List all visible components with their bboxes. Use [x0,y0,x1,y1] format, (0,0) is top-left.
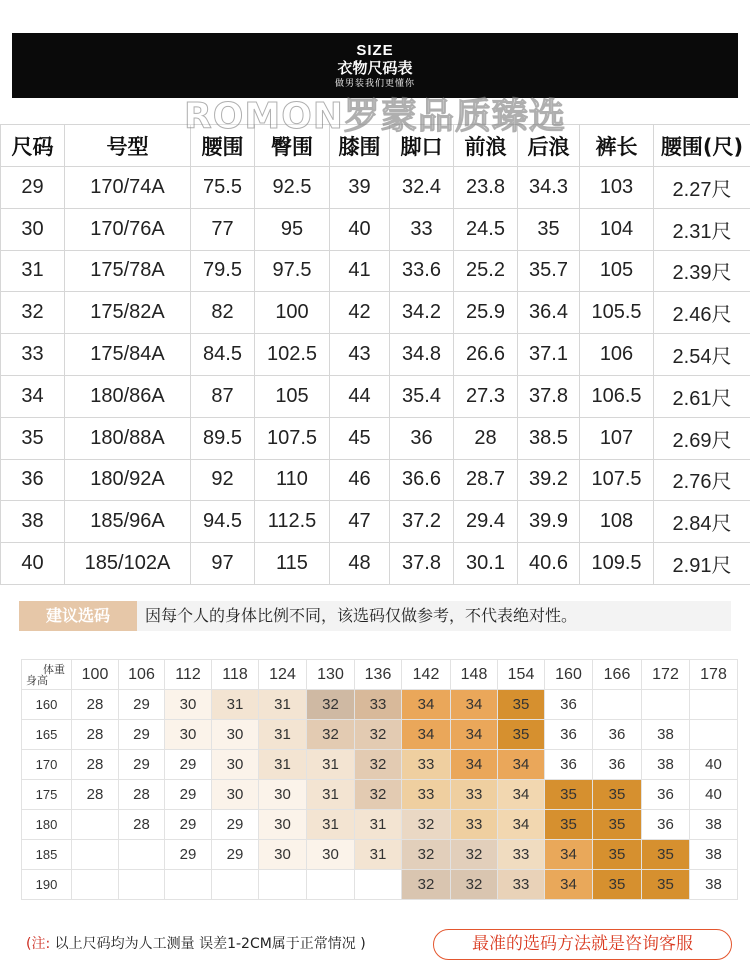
grid-size-cell: 33 [402,750,451,780]
header-title: 衣物尺码表 [337,59,413,77]
grid-size-cell: 34 [451,690,498,720]
size-table-cell: 175/84A [65,334,191,376]
size-table-cell: 32.4 [390,167,454,209]
grid-height-header: 190 [22,870,72,900]
grid-size-cell [642,690,690,720]
grid-size-cell: 28 [72,720,119,750]
size-table-cell: 2.46尺 [654,292,750,334]
grid-size-cell: 28 [119,780,165,810]
grid-body [22,660,738,900]
column-header-waist-chi: 腰围(尺) [654,125,750,167]
grid-size-cell: 33 [402,780,451,810]
grid-weight-header: 106 [119,660,165,690]
grid-size-cell: 38 [642,750,690,780]
size-table-cell: 107.5 [580,459,654,501]
grid-size-cell: 34 [545,870,593,900]
size-table-cell: 170/76A [65,208,191,250]
grid-size-cell [212,870,259,900]
grid-size-cell: 33 [451,810,498,840]
size-table-row [1,417,750,459]
grid-size-cell: 36 [545,750,593,780]
grid-row [22,870,738,900]
size-table-row [1,250,750,292]
grid-size-cell: 40 [690,780,738,810]
grid-size-cell [690,720,738,750]
grid-weight-header: 178 [690,660,738,690]
size-table-row [1,334,750,376]
grid-size-cell [72,870,119,900]
grid-size-cell: 31 [307,750,355,780]
size-table [0,124,750,585]
size-table-cell: 87 [191,375,255,417]
size-table-cell: 106.5 [580,375,654,417]
grid-size-cell: 30 [212,720,259,750]
size-table-cell: 25.2 [454,250,518,292]
size-table-cell: 100 [255,292,330,334]
size-table-cell: 27.3 [454,375,518,417]
grid-size-cell: 32 [451,870,498,900]
size-table-cell: 97 [191,543,255,585]
size-table-cell: 47 [330,501,390,543]
size-table-cell: 30 [1,208,65,250]
size-table-cell: 33 [390,208,454,250]
size-table-cell: 29.4 [454,501,518,543]
header-size-label: SIZE [356,42,394,59]
grid-size-cell: 38 [690,840,738,870]
size-table-cell: 43 [330,334,390,376]
size-table-cell: 34 [1,375,65,417]
grid-size-cell: 32 [307,720,355,750]
grid-size-cell: 36 [642,780,690,810]
grid-size-cell: 34 [451,750,498,780]
footer-note-close: ) [360,936,366,952]
grid-size-cell: 32 [307,690,355,720]
grid-size-cell: 34 [402,690,451,720]
size-table-cell: 29 [1,167,65,209]
size-table-cell: 79.5 [191,250,255,292]
grid-size-cell [307,870,355,900]
size-table-cell: 107 [580,417,654,459]
grid-size-cell: 32 [355,720,402,750]
size-table-cell: 185/96A [65,501,191,543]
column-header-leg-opening: 脚口 [390,125,454,167]
size-table-cell: 97.5 [255,250,330,292]
grid-weight-header: 154 [498,660,545,690]
size-table-cell: 2.91尺 [654,543,750,585]
footer-note [26,933,366,955]
grid-size-cell: 30 [259,840,307,870]
size-table-body [1,167,750,585]
grid-row [22,750,738,780]
size-table-cell: 92.5 [255,167,330,209]
advice-bar [19,601,731,631]
advice-tag: 建议选码 [19,601,137,631]
column-header-hip: 臀围 [255,125,330,167]
size-table-cell: 37.2 [390,501,454,543]
size-table-cell: 35 [518,208,580,250]
grid-size-cell: 31 [259,720,307,750]
grid-size-cell: 36 [545,690,593,720]
consult-service-button[interactable]: 最准的选码方法就是咨询客服 [433,929,732,960]
grid-size-cell: 35 [593,840,642,870]
grid-size-cell: 38 [690,870,738,900]
grid-size-cell: 32 [355,780,402,810]
size-table-row [1,501,750,543]
grid-row [22,810,738,840]
grid-weight-header: 142 [402,660,451,690]
size-table-cell: 34.2 [390,292,454,334]
grid-weight-header: 124 [259,660,307,690]
size-table-row [1,459,750,501]
grid-size-cell: 31 [259,750,307,780]
grid-size-cell: 29 [212,840,259,870]
grid-weight-header: 136 [355,660,402,690]
column-header-waist: 腰围 [191,125,255,167]
size-table-cell: 38 [1,501,65,543]
grid-size-cell: 29 [165,840,212,870]
size-recommendation-grid [21,659,738,900]
grid-size-cell: 36 [545,720,593,750]
size-table-cell: 105 [255,375,330,417]
grid-size-cell: 36 [593,720,642,750]
grid-size-cell [355,870,402,900]
size-table-cell: 36 [390,417,454,459]
size-table-cell: 2.54尺 [654,334,750,376]
grid-corner-height-label: 身高 [26,675,48,687]
grid-height-header: 180 [22,810,72,840]
grid-row [22,720,738,750]
brand-watermark: ROMON罗蒙品质臻选 [184,96,566,137]
grid-size-cell: 36 [593,750,642,780]
size-table-cell: 180/86A [65,375,191,417]
grid-size-cell: 30 [212,750,259,780]
grid-size-cell: 35 [545,780,593,810]
grid-size-cell: 33 [451,780,498,810]
size-table-row [1,292,750,334]
grid-corner-cell [22,660,72,690]
size-table-cell: 45 [330,417,390,459]
grid-size-cell: 34 [451,720,498,750]
grid-size-cell: 34 [498,810,545,840]
column-header-length: 裤长 [580,125,654,167]
grid-size-cell: 32 [402,870,451,900]
grid-weight-header: 160 [545,660,593,690]
grid-size-cell: 36 [642,810,690,840]
size-table-cell: 77 [191,208,255,250]
size-table-cell: 94.5 [191,501,255,543]
size-table-cell: 40.6 [518,543,580,585]
grid-size-cell: 40 [690,750,738,780]
grid-size-cell: 35 [593,870,642,900]
size-table-cell: 2.61尺 [654,375,750,417]
size-table-cell: 38.5 [518,417,580,459]
size-chart-header [12,33,738,98]
grid-header-row [22,660,738,690]
size-table-cell: 112.5 [255,501,330,543]
footer-note-open: (注: [26,936,51,952]
grid-size-cell: 32 [451,840,498,870]
size-table-cell: 175/78A [65,250,191,292]
header-subtitle: 做男装我们更懂你 [334,79,415,89]
size-table-cell: 26.6 [454,334,518,376]
size-table-cell: 175/82A [65,292,191,334]
grid-size-cell: 29 [165,780,212,810]
grid-size-cell: 29 [165,750,212,780]
grid-height-header: 185 [22,840,72,870]
size-table-cell: 89.5 [191,417,255,459]
grid-size-cell [259,870,307,900]
grid-weight-header: 118 [212,660,259,690]
size-table-cell: 41 [330,250,390,292]
size-table-cell: 40 [330,208,390,250]
grid-size-cell: 28 [119,810,165,840]
grid-size-cell [72,840,119,870]
grid-size-cell: 32 [402,840,451,870]
size-table-cell: 170/74A [65,167,191,209]
size-table-cell: 107.5 [255,417,330,459]
grid-height-header: 170 [22,750,72,780]
grid-size-cell: 34 [402,720,451,750]
size-table-cell: 35 [1,417,65,459]
size-table-cell: 102.5 [255,334,330,376]
footer-note-text: 以上尺码均为人工测量 误差1-2CM属于正常情况 [54,936,356,952]
size-table-cell: 2.69尺 [654,417,750,459]
grid-size-cell: 33 [498,840,545,870]
size-table-cell: 75.5 [191,167,255,209]
grid-size-cell: 31 [307,810,355,840]
size-table-cell: 180/88A [65,417,191,459]
grid-size-cell: 31 [307,780,355,810]
size-table-cell: 185/102A [65,543,191,585]
grid-size-cell: 29 [119,720,165,750]
size-table-cell: 39 [330,167,390,209]
size-table-cell: 108 [580,501,654,543]
grid-size-cell: 38 [690,810,738,840]
grid-size-cell: 31 [259,690,307,720]
grid-size-cell: 35 [593,810,642,840]
size-table-cell: 32 [1,292,65,334]
grid-size-cell: 28 [72,690,119,720]
grid-size-cell [690,690,738,720]
grid-size-cell: 34 [498,750,545,780]
size-table-cell: 28.7 [454,459,518,501]
grid-size-cell: 33 [355,690,402,720]
size-table-cell: 30.1 [454,543,518,585]
column-header-knee: 膝围 [330,125,390,167]
grid-size-cell [72,810,119,840]
grid-size-cell: 34 [498,780,545,810]
grid-height-header: 160 [22,690,72,720]
grid-size-cell: 30 [307,840,355,870]
grid-size-cell [119,870,165,900]
column-header-fit: 号型 [65,125,191,167]
grid-size-cell: 32 [355,750,402,780]
size-table-cell: 25.9 [454,292,518,334]
grid-size-cell: 35 [498,690,545,720]
grid-size-cell: 38 [642,720,690,750]
grid-weight-header: 130 [307,660,355,690]
size-table-cell: 2.39尺 [654,250,750,292]
grid-size-cell: 28 [72,780,119,810]
grid-weight-header: 148 [451,660,498,690]
grid-height-header: 175 [22,780,72,810]
grid-size-cell: 29 [212,810,259,840]
size-table-cell: 33 [1,334,65,376]
grid-size-cell: 31 [355,840,402,870]
grid-height-header: 165 [22,720,72,750]
size-table-cell: 28 [454,417,518,459]
size-table-cell: 92 [191,459,255,501]
size-table-cell: 115 [255,543,330,585]
grid-row [22,840,738,870]
grid-size-cell: 29 [119,750,165,780]
size-table-header-row [1,125,750,167]
grid-size-cell [119,840,165,870]
grid-size-cell: 30 [165,690,212,720]
size-table-cell: 105.5 [580,292,654,334]
grid-weight-header: 112 [165,660,212,690]
grid-size-cell: 35 [545,810,593,840]
size-table-cell: 109.5 [580,543,654,585]
grid-corner-weight-label: 体重 [43,664,65,676]
size-table-cell: 40 [1,543,65,585]
grid-size-cell: 34 [545,840,593,870]
size-table-cell: 104 [580,208,654,250]
size-table-cell: 39.2 [518,459,580,501]
grid-size-cell: 33 [498,870,545,900]
size-table-cell: 105 [580,250,654,292]
grid-size-cell: 31 [355,810,402,840]
size-table-cell: 84.5 [191,334,255,376]
size-table-cell: 35.4 [390,375,454,417]
grid-size-cell: 35 [642,840,690,870]
size-table-cell: 37.8 [390,543,454,585]
grid-row [22,690,738,720]
size-table-cell: 2.31尺 [654,208,750,250]
size-table-cell: 2.76尺 [654,459,750,501]
grid-size-cell: 35 [593,780,642,810]
grid-size-cell [593,690,642,720]
size-table-cell: 31 [1,250,65,292]
size-table-cell: 24.5 [454,208,518,250]
size-table-cell: 82 [191,292,255,334]
size-table-cell: 44 [330,375,390,417]
grid-size-cell: 35 [498,720,545,750]
grid-size-cell: 30 [259,780,307,810]
size-table-cell: 34.8 [390,334,454,376]
grid-size-cell: 30 [259,810,307,840]
size-table-cell: 2.27尺 [654,167,750,209]
size-table-cell: 36.6 [390,459,454,501]
grid-weight-header: 172 [642,660,690,690]
size-table-cell: 36 [1,459,65,501]
size-table-row [1,208,750,250]
size-table-cell: 39.9 [518,501,580,543]
size-table-cell: 48 [330,543,390,585]
size-table-cell: 2.84尺 [654,501,750,543]
size-table-row [1,543,750,585]
advice-text: 因每个人的身体比例不同，该选码仅做参考，不代表绝对性。 [145,606,578,625]
column-header-back-rise: 后浪 [518,125,580,167]
grid-size-cell: 35 [642,870,690,900]
size-table-cell: 23.8 [454,167,518,209]
size-table-cell: 34.3 [518,167,580,209]
size-table-cell: 37.1 [518,334,580,376]
size-table-cell: 46 [330,459,390,501]
size-table-cell: 103 [580,167,654,209]
size-table-cell: 33.6 [390,250,454,292]
grid-size-cell: 29 [165,810,212,840]
size-table-cell: 42 [330,292,390,334]
size-table-cell: 37.8 [518,375,580,417]
grid-size-cell: 30 [212,780,259,810]
size-table-row [1,167,750,209]
size-table-cell: 95 [255,208,330,250]
grid-weight-header: 100 [72,660,119,690]
grid-size-cell: 29 [119,690,165,720]
size-table-row [1,375,750,417]
size-table-cell: 110 [255,459,330,501]
grid-row [22,780,738,810]
size-table-cell: 106 [580,334,654,376]
grid-size-cell: 31 [212,690,259,720]
grid-size-cell [165,870,212,900]
grid-size-cell: 32 [402,810,451,840]
grid-weight-header: 166 [593,660,642,690]
size-table-cell: 36.4 [518,292,580,334]
column-header-size: 尺码 [1,125,65,167]
grid-size-cell: 30 [165,720,212,750]
grid-size-cell: 28 [72,750,119,780]
column-header-front-rise: 前浪 [454,125,518,167]
size-table-cell: 180/92A [65,459,191,501]
size-table-cell: 35.7 [518,250,580,292]
